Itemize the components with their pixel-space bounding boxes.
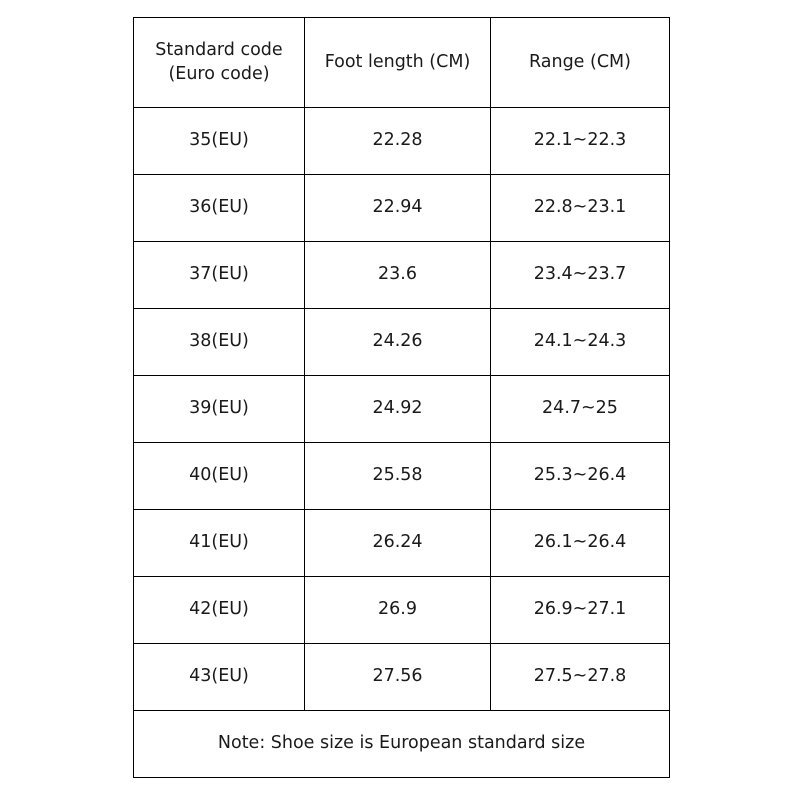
table-row — [134, 577, 670, 644]
cell-standard-code: 41(EU) — [134, 510, 305, 577]
cell-standard-code: 36(EU) — [134, 175, 305, 242]
header-cell-range — [491, 18, 670, 108]
table-row — [134, 443, 670, 510]
cell-standard-code: 37(EU) — [134, 242, 305, 309]
header-foot-length-line1: Foot length (CM) — [324, 51, 471, 72]
cell-range: 26.9~27.1 — [491, 577, 670, 644]
cell-range: 24.7~25 — [491, 376, 670, 443]
cell-standard-code: 39(EU) — [134, 376, 305, 443]
cell-standard-code: 42(EU) — [134, 577, 305, 644]
table-row — [134, 309, 670, 376]
table-row — [134, 376, 670, 443]
cell-standard-code: 40(EU) — [134, 443, 305, 510]
cell-foot-length: 24.92 — [305, 376, 491, 443]
shoe-size-table — [133, 17, 670, 778]
cell-foot-length: 25.58 — [305, 443, 491, 510]
cell-range: 25.3~26.4 — [491, 443, 670, 510]
header-range-line1: Range (CM) — [528, 51, 631, 72]
cell-foot-length: 22.28 — [305, 108, 491, 175]
cell-foot-length: 27.56 — [305, 644, 491, 711]
cell-standard-code: 43(EU) — [134, 644, 305, 711]
cell-range: 22.8~23.1 — [491, 175, 670, 242]
table-row — [134, 108, 670, 175]
header-standard-code-line1: Standard code — [155, 39, 283, 60]
header-cell-standard-code — [134, 18, 305, 108]
cell-standard-code: 38(EU) — [134, 309, 305, 376]
cell-foot-length: 23.6 — [305, 242, 491, 309]
table-row — [134, 175, 670, 242]
cell-range: 22.1~22.3 — [491, 108, 670, 175]
cell-range: 26.1~26.4 — [491, 510, 670, 577]
table-header-row — [134, 18, 670, 108]
header-standard-code-line2: (Euro code) — [168, 63, 270, 84]
header-cell-foot-length — [305, 18, 491, 108]
table-note: Note: Shoe size is European standard size — [134, 711, 670, 778]
table-row — [134, 510, 670, 577]
cell-foot-length: 26.24 — [305, 510, 491, 577]
cell-foot-length: 26.9 — [305, 577, 491, 644]
cell-foot-length: 24.26 — [305, 309, 491, 376]
cell-standard-code: 35(EU) — [134, 108, 305, 175]
cell-range: 23.4~23.7 — [491, 242, 670, 309]
cell-range: 27.5~27.8 — [491, 644, 670, 711]
cell-range: 24.1~24.3 — [491, 309, 670, 376]
table-row — [134, 242, 670, 309]
cell-foot-length: 22.94 — [305, 175, 491, 242]
table-note-row — [134, 711, 670, 778]
table-row — [134, 644, 670, 711]
